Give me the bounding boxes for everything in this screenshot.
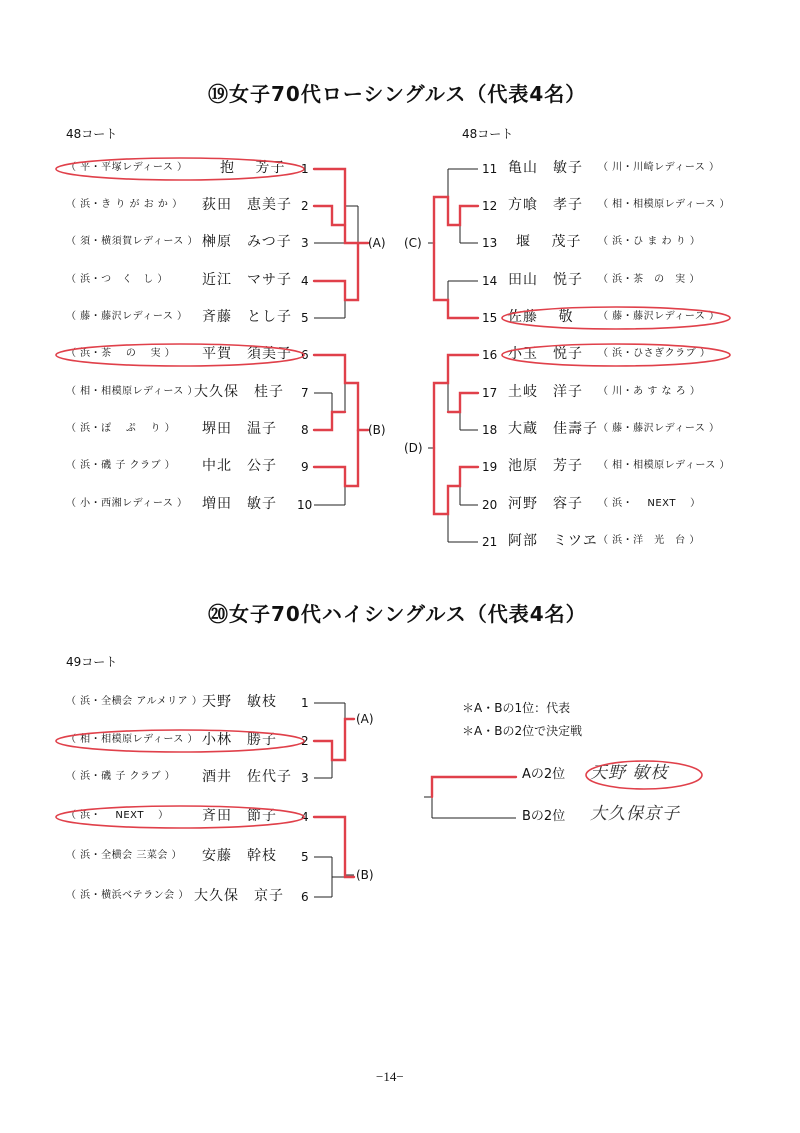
player-club: （ 相・相模原レディース ） (598, 199, 731, 210)
player-name: 大久保 京子 (194, 888, 284, 904)
player-name: 土岐 洋子 (508, 384, 583, 400)
player-number: 9 (301, 460, 309, 474)
player-club: （ 川・あ す な ろ ） (598, 386, 701, 397)
player-number: 8 (301, 423, 309, 437)
player-name: 榊原 みつ子 (202, 234, 292, 250)
player-club: （ 浜・全横会 アルメリア ） (66, 696, 203, 707)
player-name: 方喰 孝子 (508, 197, 583, 213)
player-number: 6 (301, 348, 309, 362)
player-club: （ 浜・ NEXT ） (598, 498, 701, 509)
player-number: 5 (301, 311, 309, 325)
player-name: 池原 芳子 (508, 458, 583, 474)
player-number: 11 (482, 162, 498, 176)
player-club: （ 藤・藤沢レディース ） (598, 311, 720, 322)
player-club: （ 平・平塚レディース ） (66, 162, 188, 173)
page-number: −14− (376, 1069, 404, 1084)
player-club: （ 相・相模原レディース ） (598, 460, 731, 471)
player-name: 阿部 ミツヱ (508, 533, 598, 549)
event20-title: ⑳女子70代ハイシングルス（代表4名） (208, 602, 587, 626)
bracket-label-b: (B) (356, 868, 374, 882)
player-number: 16 (482, 348, 498, 362)
player-club: （ 須・横須賀レディース ） (66, 236, 199, 247)
player-name: 大久保 桂子 (194, 384, 284, 400)
note-line-2: ＊A・Bの2位で決定戦 (462, 724, 583, 738)
bracket-label-c: (C) (404, 236, 422, 250)
playoff-b2-label: Bの2位 (522, 809, 566, 824)
player-name: 平賀 須美子 (202, 346, 292, 362)
player-name: 田山 悦子 (508, 272, 583, 288)
player-club: （ 浜・つ く し ） (66, 274, 168, 285)
player-number: 3 (301, 771, 309, 785)
player-name: 安藤 幹枝 (202, 848, 277, 864)
player-name: 大蔵 佳壽子 (508, 421, 598, 437)
player-club: （ 小・西湘レディース ） (66, 498, 188, 509)
player-number: 3 (301, 236, 309, 250)
player-club: （ 藤・藤沢レディース ） (598, 423, 720, 434)
bracket-label-a: (A) (356, 712, 374, 726)
player-name: 天野 敏枝 (202, 694, 277, 710)
player-number: 6 (301, 890, 309, 904)
player-club: （ 浜・横浜ベテラン会 ） (66, 890, 189, 901)
player-name: 河野 容子 (508, 496, 583, 512)
bracket-label-d: (D) (404, 441, 423, 455)
player-name: 酒井 佐代子 (202, 769, 292, 785)
player-name: 斉藤 とし子 (202, 309, 292, 325)
player-club: （ 浜・ NEXT ） (66, 810, 169, 821)
player-club: （ 浜・全横会 三菜会 ） (66, 850, 183, 861)
bracket-label-b: (B) (368, 423, 386, 437)
player-name: 斉田 節子 (202, 808, 277, 824)
player-name: 荻田 恵美子 (202, 197, 292, 213)
player-number: 12 (482, 199, 498, 213)
player-name: 堺田 温子 (202, 421, 277, 437)
player-number: 1 (301, 162, 309, 176)
event19-right-court: 48コート (462, 127, 514, 141)
player-name: 増田 敏子 (202, 496, 277, 512)
event19-title: ⑲女子70代ローシングルス（代表4名） (208, 82, 587, 106)
player-number: 4 (301, 274, 309, 288)
player-club: （ 浜・磯 子 クラブ ） (66, 771, 176, 782)
player-number: 13 (482, 236, 498, 250)
player-number: 2 (301, 199, 309, 213)
event20-court: 49コート (66, 655, 118, 669)
player-name: 抱 芳子 (220, 160, 286, 176)
player-number: 4 (301, 810, 309, 824)
playoff-a2-label: Aの2位 (522, 767, 566, 782)
player-club: （ 浜・洋 光 台 ） (598, 535, 700, 546)
event19-left-court: 48コート (66, 127, 118, 141)
player-name: 小玉 悦子 (508, 346, 583, 362)
note-line-1: ＊A・Bの1位：代表 (462, 701, 571, 715)
player-number: 5 (301, 850, 309, 864)
player-club: （ 相・相模原レディース ） (66, 386, 199, 397)
player-name: 佐藤 敬 (508, 309, 574, 325)
player-club: （ 浜・茶 の 実 ） (66, 348, 176, 359)
player-name: 近江 マサ子 (202, 272, 292, 288)
player-number: 17 (482, 386, 498, 400)
player-club: （ 浜・磯 子 クラブ ） (66, 460, 176, 471)
player-name: 小林 勝子 (202, 732, 277, 748)
player-club: （ 浜・ひ ま わ り ） (598, 236, 701, 247)
player-club: （ 浜・ぽ ぷ り ） (66, 423, 176, 434)
player-number: 14 (482, 274, 498, 288)
player-number: 10 (297, 498, 313, 512)
player-club: （ 浜・ひさぎクラブ ） (598, 348, 711, 359)
player-club: （ 浜・き り が お か ） (66, 199, 183, 210)
player-club: （ 藤・藤沢レディース ） (66, 311, 188, 322)
player-club: （ 浜・茶 の 実 ） (598, 274, 700, 285)
bracket-label-a: (A) (368, 236, 386, 250)
player-number: 18 (482, 423, 498, 437)
player-name: 亀山 敏子 (508, 160, 583, 176)
player-number: 21 (482, 535, 498, 549)
red-highlight-marks (56, 158, 730, 828)
event19-left-bracket (314, 169, 368, 505)
player-name: 堰 茂子 (516, 234, 582, 250)
player-number: 1 (301, 696, 309, 710)
player-name: 中北 公子 (202, 458, 277, 474)
playoff-a2-handwritten: 天野 敏枝 (590, 763, 669, 783)
playoff-b2-handwritten: 大久保京子 (590, 804, 680, 824)
player-club: （ 相・相模原レディース ） (66, 734, 199, 745)
player-number: 19 (482, 460, 498, 474)
player-number: 2 (301, 734, 309, 748)
player-number: 15 (482, 311, 498, 325)
red-bracket-strokes (314, 169, 516, 877)
player-club: （ 川・川崎レディース ） (598, 162, 720, 173)
player-number: 20 (482, 498, 498, 512)
player-number: 7 (301, 386, 309, 400)
